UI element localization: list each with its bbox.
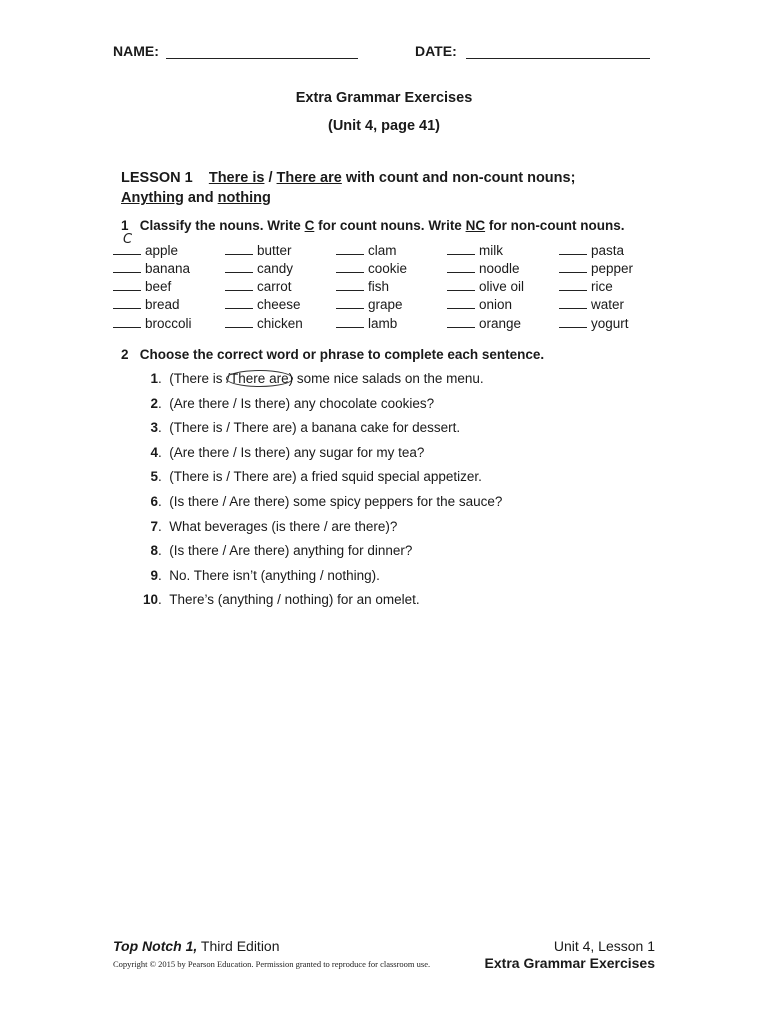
answer-blank[interactable] bbox=[559, 278, 587, 291]
section1-text-a: Classify the nouns. Write bbox=[139, 218, 305, 233]
answer-blank[interactable] bbox=[336, 260, 364, 273]
sentence-number: 4 bbox=[150, 444, 158, 460]
noun-label: rice bbox=[591, 279, 613, 294]
lesson-there-is: There is bbox=[208, 170, 265, 186]
lesson-separator: / bbox=[264, 170, 277, 186]
section1-text-b: for count nouns. Write bbox=[314, 218, 466, 233]
noun-label: butter bbox=[257, 243, 292, 258]
answer-blank[interactable] bbox=[113, 232, 141, 255]
noun-label: fish bbox=[368, 279, 390, 294]
sentence-number: 3 bbox=[150, 420, 158, 436]
noun-label: orange bbox=[479, 316, 522, 331]
section2-number: 2 bbox=[121, 347, 129, 362]
answer-blank[interactable] bbox=[113, 278, 141, 291]
noun-label: pepper bbox=[591, 261, 634, 276]
sentence-text[interactable]: What beverages (is there / are there)? bbox=[169, 518, 398, 534]
sentence-text[interactable]: No. There isn’t (anything / nothing). bbox=[169, 567, 380, 583]
sentence-number: 7 bbox=[150, 518, 158, 534]
sentence-number: 5 bbox=[150, 469, 158, 485]
section1-nc: NC bbox=[465, 218, 486, 233]
answer-blank[interactable] bbox=[336, 315, 364, 328]
sentence-number: 6 bbox=[150, 494, 158, 509]
sentence-item bbox=[136, 494, 502, 509]
answer-blank[interactable] bbox=[336, 242, 364, 255]
sentence-text[interactable]: (Are there / Is there) any sugar for my tea? bbox=[169, 444, 425, 460]
answer-blank[interactable] bbox=[447, 315, 475, 328]
noun-item bbox=[225, 260, 293, 276]
noun-label: olive oil bbox=[479, 279, 525, 294]
noun-item bbox=[447, 242, 503, 258]
answer-blank[interactable] bbox=[559, 242, 587, 255]
sentence-number: 9 bbox=[150, 567, 158, 583]
noun-label: chicken bbox=[257, 316, 303, 331]
noun-item bbox=[559, 296, 624, 312]
name-field[interactable] bbox=[166, 44, 358, 59]
sentence-number-dot: . bbox=[158, 494, 162, 509]
noun-item bbox=[559, 260, 633, 276]
lesson-anything: Anything bbox=[121, 190, 184, 206]
noun-label: carrot bbox=[257, 279, 292, 294]
answer-blank[interactable] bbox=[113, 260, 141, 273]
noun-label: apple bbox=[145, 243, 179, 258]
section1-number: 1 bbox=[121, 218, 129, 233]
sentence-text[interactable]: (There is / There are) a banana cake for dessert. bbox=[169, 420, 461, 436]
noun-item bbox=[559, 242, 624, 258]
sentence-item bbox=[136, 371, 484, 386]
circled-answer: There are bbox=[226, 370, 293, 387]
noun-item bbox=[336, 278, 389, 294]
noun-label: bread bbox=[145, 297, 180, 312]
noun-label: cookie bbox=[368, 261, 408, 276]
lesson-topic: with count and non-count nouns; bbox=[341, 170, 576, 186]
sentence-item bbox=[136, 469, 482, 484]
noun-item bbox=[447, 278, 524, 294]
answer-blank[interactable] bbox=[225, 315, 253, 328]
answer-blank[interactable] bbox=[113, 315, 141, 328]
sentence-text-pre: (There is / bbox=[169, 371, 231, 386]
sentence-number-dot: . bbox=[158, 371, 162, 386]
noun-label: beef bbox=[145, 279, 172, 294]
sentence-number-dot: . bbox=[158, 592, 162, 608]
sentence-number: 1 bbox=[150, 371, 158, 386]
copyright: Copyright © 2015 by Pearson Education. Permission granted to reproduce for classroom use. bbox=[113, 959, 431, 969]
noun-item bbox=[336, 296, 403, 312]
sentence-item bbox=[136, 592, 420, 607]
page-title: Extra Grammar Exercises bbox=[295, 90, 473, 106]
handwritten-answer: C bbox=[123, 232, 133, 247]
sentence-text[interactable]: There’s (anything / nothing) for an omelet. bbox=[169, 592, 420, 608]
answer-blank[interactable] bbox=[113, 296, 141, 309]
noun-item bbox=[559, 315, 629, 331]
sentence-number-dot: . bbox=[158, 469, 162, 485]
noun-label: yogurt bbox=[591, 316, 629, 331]
noun-item bbox=[225, 242, 292, 258]
noun-item bbox=[336, 242, 397, 258]
noun-label: noodle bbox=[479, 261, 520, 276]
noun-item bbox=[225, 315, 303, 331]
noun-label: banana bbox=[145, 261, 191, 276]
noun-item bbox=[225, 278, 292, 294]
noun-item bbox=[225, 296, 301, 312]
section1-heading bbox=[121, 218, 625, 233]
noun-item bbox=[113, 315, 192, 331]
lesson-there-are: There are bbox=[276, 170, 342, 186]
name-label: NAME: bbox=[113, 43, 159, 59]
sentence-number: 10 bbox=[142, 592, 158, 608]
sentence-text-post: ) some nice salads on the menu. bbox=[288, 371, 484, 386]
sentence-text[interactable]: (There is / There are) a fried squid special appetizer. bbox=[169, 469, 482, 485]
noun-label: milk bbox=[479, 243, 503, 258]
answer-blank[interactable] bbox=[225, 278, 253, 291]
noun-item bbox=[559, 278, 613, 294]
answer-blank[interactable] bbox=[559, 296, 587, 309]
answer-blank[interactable] bbox=[447, 260, 475, 273]
sentence-item bbox=[136, 543, 412, 558]
noun-label: grape bbox=[368, 297, 403, 312]
noun-item bbox=[113, 296, 180, 312]
date-field[interactable] bbox=[466, 44, 650, 59]
noun-label: cheese bbox=[257, 297, 301, 312]
answer-blank[interactable] bbox=[336, 296, 364, 309]
sentence-item bbox=[136, 568, 380, 583]
lesson-nothing: nothing bbox=[217, 190, 271, 206]
section1-c: C bbox=[304, 218, 315, 233]
noun-label: lamb bbox=[368, 316, 398, 331]
sentence-number: 2 bbox=[150, 395, 158, 411]
answer-blank[interactable] bbox=[225, 260, 253, 273]
answer-blank[interactable] bbox=[447, 278, 475, 291]
section1-text-c: for non-count nouns. bbox=[485, 218, 625, 233]
noun-item bbox=[447, 315, 521, 331]
footer-section: Extra Grammar Exercises bbox=[484, 955, 655, 971]
sentence-item bbox=[136, 519, 397, 534]
noun-item bbox=[336, 315, 397, 331]
footer-book bbox=[113, 938, 280, 954]
noun-label: candy bbox=[257, 261, 294, 276]
answer-blank[interactable] bbox=[559, 260, 587, 273]
footer-unit: Unit 4, Lesson 1 bbox=[553, 938, 655, 954]
noun-item bbox=[113, 278, 171, 294]
noun-label: water bbox=[591, 297, 625, 312]
sentence-number-dot: . bbox=[158, 543, 162, 559]
sentence-item bbox=[136, 445, 424, 460]
noun-label: clam bbox=[368, 243, 397, 258]
section2-instruction: Choose the correct word or phrase to complete each sentence. bbox=[139, 347, 545, 362]
sentence-text[interactable]: (Is there / Are there) anything for dinner? bbox=[169, 543, 413, 559]
sentence-number: 8 bbox=[150, 543, 158, 559]
sentence-item bbox=[136, 396, 434, 411]
date-label: DATE: bbox=[415, 43, 457, 59]
sentence-text[interactable]: (Is there / Are there) some spicy peppers for the sauce? bbox=[169, 494, 503, 509]
answer-blank[interactable] bbox=[559, 315, 587, 328]
answer-blank[interactable] bbox=[225, 242, 253, 255]
noun-item bbox=[447, 296, 512, 312]
book-title: Top Notch 1, bbox=[113, 938, 198, 954]
answer-blank[interactable] bbox=[225, 296, 253, 309]
book-edition: Third Edition bbox=[197, 938, 280, 954]
noun-item bbox=[113, 260, 190, 276]
sentence-text[interactable]: (Are there / Is there) any chocolate cookies? bbox=[169, 395, 435, 411]
noun-label: broccoli bbox=[145, 316, 192, 331]
noun-item bbox=[113, 232, 179, 258]
sentence-number-dot: . bbox=[158, 518, 162, 534]
sentence-number-dot: . bbox=[158, 420, 162, 436]
answer-blank[interactable] bbox=[336, 278, 364, 291]
page-subtitle: (Unit 4, page 41) bbox=[328, 118, 440, 134]
sentence-number-dot: . bbox=[158, 395, 162, 411]
answer-blank[interactable] bbox=[447, 296, 475, 309]
answer-blank[interactable] bbox=[447, 242, 475, 255]
section2-heading bbox=[121, 347, 544, 362]
sentence-item bbox=[136, 420, 460, 435]
lesson-label: LESSON 1 bbox=[121, 170, 193, 186]
noun-item bbox=[447, 260, 520, 276]
noun-item bbox=[336, 260, 407, 276]
lesson-and: and bbox=[183, 190, 218, 206]
sentence-number-dot: . bbox=[158, 567, 162, 583]
lesson-heading bbox=[121, 168, 661, 208]
noun-label: pasta bbox=[591, 243, 625, 258]
noun-label: onion bbox=[479, 297, 513, 312]
sentence-number-dot: . bbox=[158, 444, 162, 460]
